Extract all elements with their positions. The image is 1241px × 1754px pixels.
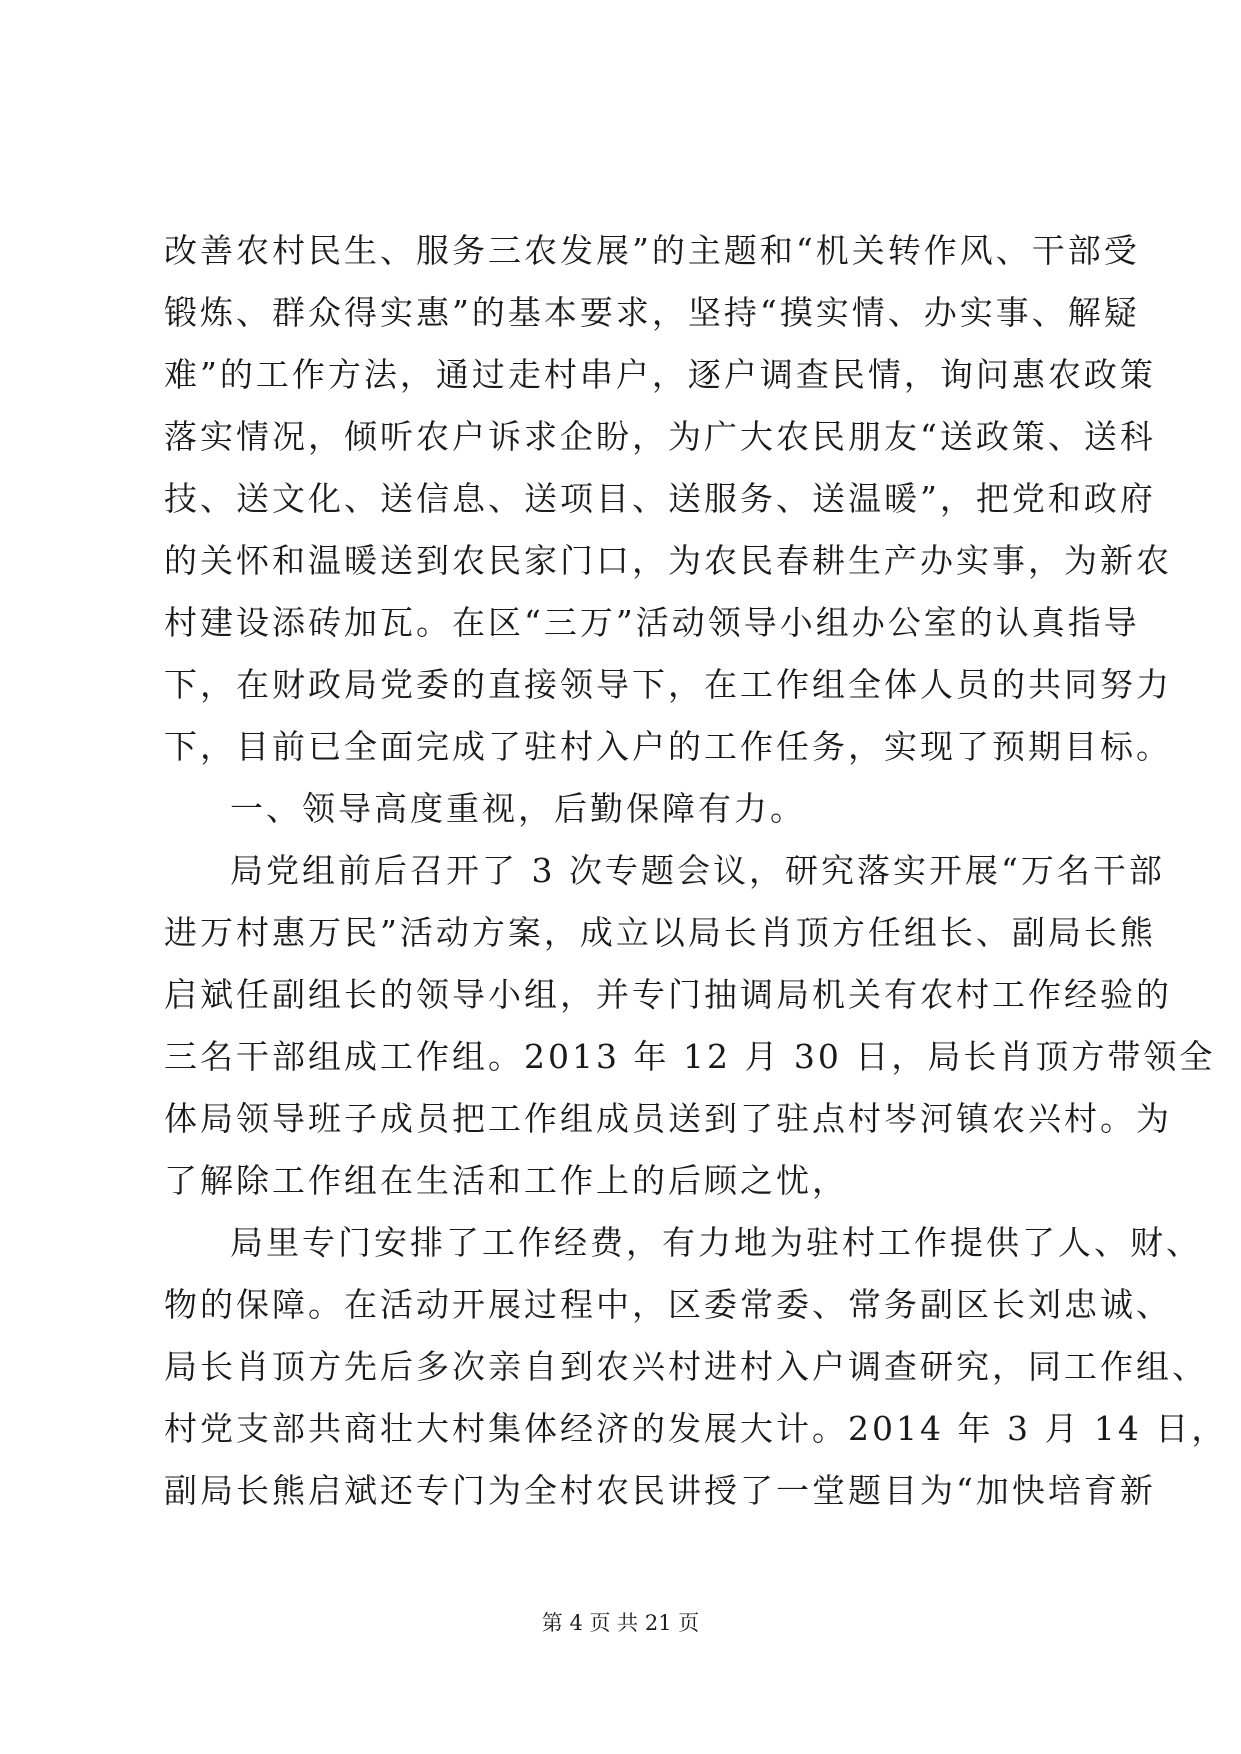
text-line: 局里专门安排了工作经费，有力地为驻村工作提供了人、财、 (230, 1223, 1202, 1262)
text-line: 村建设添砖加瓦。在区“三万”活动领导小组办公室的认真指导 (164, 603, 1140, 642)
text-line: 下，目前已全面完成了驻村入户的工作任务，实现了预期目标。 (164, 727, 1172, 766)
text-line: 下，在财政局党委的直接领导下，在工作组全体人员的共同努力 (164, 665, 1172, 704)
text-line: 物的保障。在活动开展过程中，区委常委、常务副区长刘忠诚、 (164, 1285, 1172, 1324)
text-line: 局党组前后召开了 3 次专题会议，研究落实开展“万名干部 (230, 851, 1165, 890)
text-line: 体局领导班子成员把工作组成员送到了驻点村岑河镇农兴村。为 (164, 1099, 1172, 1138)
text-line: 进万村惠万民”活动方案，成立以局长肖顶方任组长、副局长熊 (164, 913, 1156, 952)
page-number-footer: 第 4 页 共 21 页 (541, 1611, 700, 1635)
text-line: 锻炼、群众得实惠”的基本要求，坚持“摸实情、办实事、解疑 (164, 293, 1140, 332)
text-line: 了解除工作组在生活和工作上的后顾之忧， (164, 1161, 848, 1200)
text-line: 技、送文化、送信息、送项目、送服务、送温暖”，把党和政府 (164, 479, 1156, 518)
text-line: 启斌任副组长的领导小组，并专门抽调局机关有农村工作经验的 (164, 975, 1172, 1014)
section-heading: 一、领导高度重视，后勤保障有力。 (230, 789, 806, 828)
text-line: 村党支部共商壮大村集体经济的发展大计。2014 年 3 月 14 日， (164, 1409, 1228, 1448)
text-line: 的关怀和温暖送到农民家门口，为农民春耕生产办实事，为新农 (164, 541, 1172, 580)
text-line: 落实情况，倾听农户诉求企盼，为广大农民朋友“送政策、送科 (164, 417, 1156, 456)
text-line: 副局长熊启斌还专门为全村农民讲授了一堂题目为“加快培育新 (164, 1471, 1156, 1510)
text-line: 局长肖顶方先后多次亲自到农兴村进村入户调查研究，同工作组、 (164, 1347, 1208, 1386)
text-line: 难”的工作方法，通过走村串户，逐户调查民情，询问惠农政策 (164, 355, 1156, 394)
text-line: 改善农村民生、服务三农发展”的主题和“机关转作风、干部受 (164, 231, 1140, 270)
document-body (164, 220, 1228, 1522)
text-line: 三名干部组成工作组。2013 年 12 月 30 日，局长肖顶方带领全 (164, 1037, 1216, 1076)
